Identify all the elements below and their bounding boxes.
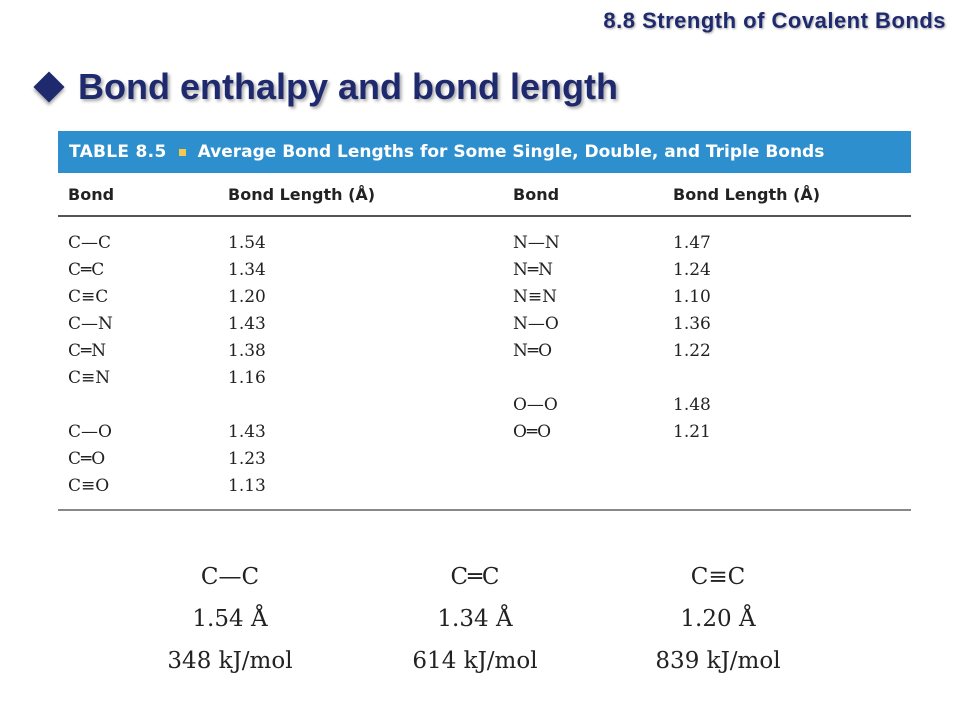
bond-cell: C═O [68,448,106,469]
square-bullet-icon [179,149,186,156]
table-row [58,391,911,418]
bond-cell [513,364,673,391]
comparison-bond: C═C [450,564,500,590]
bond-cell: C≡N [68,367,111,388]
bond-cell: C≡C [68,286,109,307]
length-cell: 1.43 [228,313,266,334]
length-cell: 1.22 [673,340,711,361]
length-cell: 1.34 [228,259,266,280]
table-row [58,283,911,310]
table-banner [58,131,911,173]
comparison-bond: C≡C [690,564,746,590]
bond-cell [513,472,673,509]
bond-cell: N—N [513,232,560,253]
column-header-bond-length: Bond Length (Å) [673,173,911,216]
table-bottom-rule [58,509,911,511]
table-row [58,310,911,337]
length-cell: 1.20 [228,286,266,307]
length-cell: 1.43 [228,421,266,442]
bond-cell: O═O [513,421,552,442]
comparison-enthalpy: 614 kJ/mol [412,648,538,674]
bonds-table [58,173,911,509]
comparison-double-bond [375,556,575,682]
column-header-bond-length: Bond Length (Å) [228,173,513,216]
chapter-heading: 8.8 Strength of Covalent Bonds [603,8,946,33]
length-cell: 1.24 [673,259,711,280]
column-header-bond: Bond [513,173,673,216]
comparison-length: 1.20 Å [680,606,756,632]
comparison-enthalpy: 348 kJ/mol [167,648,293,674]
length-cell [673,364,911,391]
length-cell: 1.54 [228,232,266,253]
length-cell: 1.47 [673,232,711,253]
comparison-single-bond [130,556,330,682]
length-cell [673,472,911,509]
length-cell: 1.36 [673,313,711,334]
comparison-length: 1.54 Å [192,606,268,632]
bond-length-table [58,131,911,511]
diamond-bullet-icon [33,71,64,102]
table-row [58,472,911,509]
comparison-triple-bond [618,556,818,682]
length-cell: 1.16 [228,367,266,388]
bond-cell: N—O [513,313,559,334]
bond-cell: N═O [513,340,553,361]
length-cell: 1.21 [673,421,711,442]
table-row [58,256,911,283]
bond-cell: C—O [68,421,112,442]
table-row [58,364,911,391]
bond-cell: C≡O [68,475,110,496]
bond-cell [513,445,673,472]
table-row [58,445,911,472]
table-row [58,216,911,256]
bond-cell: N═N [513,259,553,280]
table-row [58,337,911,364]
section-title-text: Bond enthalpy and bond length [78,66,618,107]
length-cell: 1.10 [673,286,711,307]
table-number: TABLE 8.5 [69,142,167,162]
table-row [58,418,911,445]
bond-cell: N≡N [513,286,557,307]
length-cell: 1.38 [228,340,266,361]
length-cell: 1.13 [228,475,266,496]
bond-cell: C—N [68,313,113,334]
bond-cell: C═C [68,259,105,280]
comparison-enthalpy: 839 kJ/mol [655,648,781,674]
bond-cell: C—C [68,232,112,253]
bond-cell: C═N [68,340,107,361]
section-title [30,66,618,108]
length-cell [673,445,911,472]
bond-cell [58,391,228,418]
length-cell: 1.23 [228,448,266,469]
comparison-bond: C—C [200,564,260,590]
bond-cell: O—O [513,394,558,415]
table-caption: Average Bond Lengths for Some Single, Double, and Triple Bonds [197,142,825,162]
column-header-bond: Bond [58,173,228,216]
table-header-row [58,173,911,216]
comparison-length: 1.34 Å [437,606,513,632]
length-cell: 1.48 [673,394,711,415]
length-cell [228,391,513,418]
